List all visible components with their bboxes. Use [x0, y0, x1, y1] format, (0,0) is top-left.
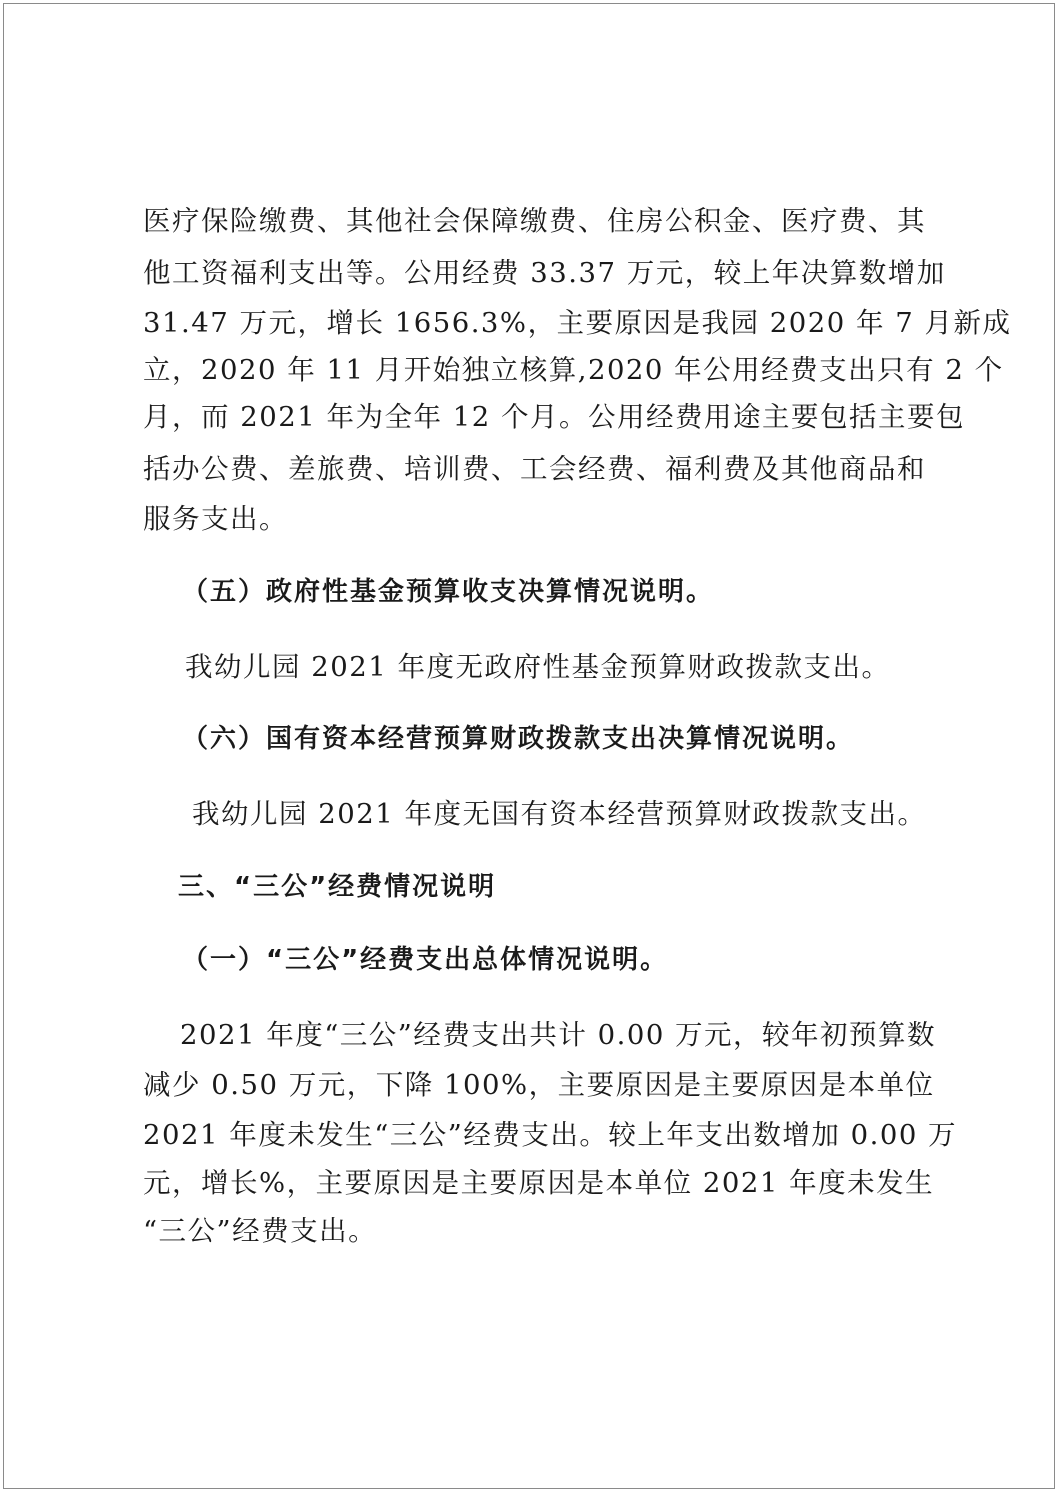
paragraph-line: 月，而 2021 年为全年 12 个月。公用经费用途主要包括主要包	[143, 401, 965, 433]
paragraph-line: 括办公费、差旅费、培训费、工会经费、福利费及其他商品和	[143, 453, 926, 485]
paragraph-line: 立，2020 年 11 月开始独立核算,2020 年公用经费支出只有 2 个	[143, 354, 1004, 386]
paragraph-line: 医疗保险缴费、其他社会保障缴费、住房公积金、医疗费、其	[143, 205, 926, 237]
paragraph-line: 减少 0.50 万元，下降 100%，主要原因是主要原因是本单位	[143, 1069, 935, 1101]
paragraph-line: 他工资福利支出等。公用经费 33.37 万元，较上年决算数增加	[143, 257, 946, 289]
paragraph-line: “三公”经费支出。	[143, 1215, 378, 1247]
paragraph-6: 我幼儿园 2021 年度无国有资本经营预算财政拨款支出。	[192, 798, 927, 830]
paragraph-line: 元，增长%，主要原因是主要原因是本单位 2021 年度未发生	[143, 1167, 935, 1199]
paragraph-line: 2021 年度“三公”经费支出共计 0.00 万元，较年初预算数	[180, 1019, 937, 1051]
paragraph-line: 2021 年度未发生“三公”经费支出。较上年支出数增加 0.00 万	[143, 1119, 958, 1151]
paragraph-5: 我幼儿园 2021 年度无政府性基金预算财政拨款支出。	[185, 651, 891, 683]
section-heading-5: （五）政府性基金预算收支决算情况说明。	[182, 577, 715, 607]
section-heading-3: 三、“三公”经费情况说明	[178, 872, 497, 902]
subsection-heading-3-1: （一）“三公”经费支出总体情况说明。	[182, 945, 669, 975]
paragraph-line: 服务支出。	[143, 503, 288, 535]
paragraph-line: 31.47 万元，增长 1656.3%，主要原因是我园 2020 年 7 月新成	[143, 307, 1012, 339]
section-heading-6: （六）国有资本经营预算财政拨款支出决算情况说明。	[182, 724, 855, 754]
